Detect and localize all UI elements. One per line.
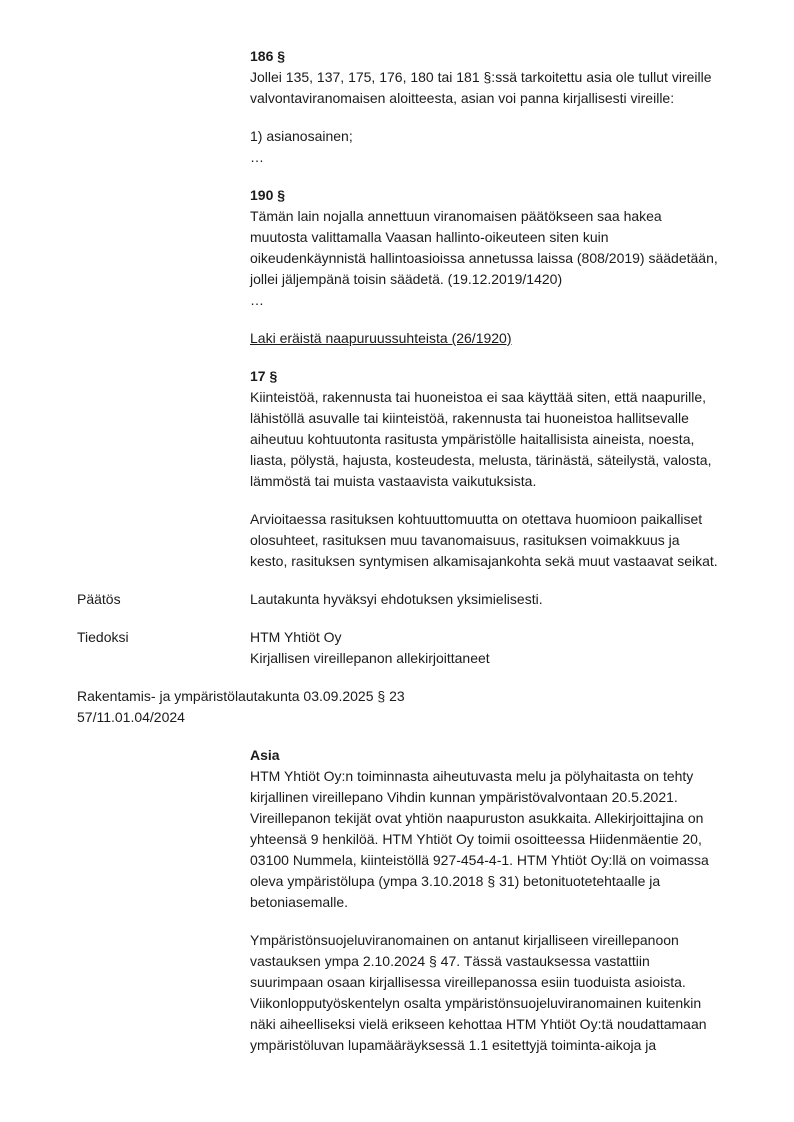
section-17-paragraph-2-row: [77, 509, 744, 572]
text-line: kesto, rasituksen syntymisen alkamisajankohta sekä muut vastaavat seikat.: [250, 553, 718, 569]
section-186-list: [250, 126, 744, 168]
section-17-paragraph-1: [250, 387, 744, 492]
text-line: Arvioitaessa rasituksen kohtuuttomuutta on otettava huomioon paikalliset: [250, 511, 703, 527]
text-line: Kiinteistöä, rakennusta tai huoneistoa ei saa käyttää siten, että naapurille,: [250, 389, 707, 405]
label-column-spacer: [77, 126, 250, 168]
law-reference-heading: Laki eräistä naapuruussuhteista (26/1920): [250, 330, 512, 346]
asia-paragraph-2: [250, 930, 744, 1056]
section-190-paragraph: [250, 206, 744, 311]
section-heading-186: 186 §: [250, 48, 286, 64]
decision-row: [77, 589, 744, 610]
text-line: aiheutuu kohtuutonta rasitusta ympäristölle haitallisista aineista, noesta,: [250, 431, 695, 447]
text-line: kirjallinen vireillepano Vihdin kunnan ympäristövalvontaan 20.5.2021.: [250, 789, 678, 805]
text-line: Kirjallisen vireillepanon allekirjoittaneet: [250, 650, 490, 666]
text-line: Viikonlopputyöskentelyn osalta ympäristönsuojeluviranomainen kuitenkin: [250, 995, 702, 1011]
text-line: suurimpaan osaan kirjallisessa vireillepanossa esiin tuoduista asioista.: [250, 974, 686, 990]
decision-text: Lautakunta hyväksyi ehdotuksen yksimielisesti.: [250, 591, 543, 607]
asia-paragraph-2-row: [77, 930, 744, 1056]
text-line: oikeudenkäynnistä hallintoasioissa annetussa laissa (808/2019) säädetään,: [250, 250, 718, 266]
label-column-spacer: [77, 930, 250, 1056]
label-column-spacer: [77, 328, 250, 349]
section-17-paragraph-2: [250, 509, 744, 572]
text-line: valvontaviranomaisen aloitteesta, asian voi panna kirjallisesti vireille:: [250, 90, 675, 106]
label-column-spacer: [77, 46, 250, 109]
text-line: HTM Yhtiöt Oy:n toiminnasta aiheutuvasta melu ja pölyhaitasta on tehty: [250, 768, 694, 784]
decision-label: Päätös: [77, 591, 121, 607]
text-line: Jollei 135, 137, 175, 176, 180 tai 181 §:ssä tarkoitettu asia ole tullut vireille: [250, 69, 712, 85]
text-line: oleva ympäristölupa (ympa 3.10.2018 § 31) betonituotetehtaalle ja: [250, 873, 661, 889]
text-line: lähistöllä asuvalle tai kiinteistöä, rakennusta tai huoneistoa hallitsevalle: [250, 410, 689, 426]
text-line: 03100 Nummela, kiinteistöllä 927-454-4-1. HTM Yhtiöt Oy:llä on voimassa: [250, 852, 709, 868]
text-line: betoniasemalle.: [250, 894, 349, 910]
text-line: 1) asianosainen;: [250, 128, 353, 144]
text-line: Ympäristönsuojeluviranomainen on antanut kirjalliseen vireillepanoon: [250, 932, 679, 948]
text-line: liasta, pölystä, hajusta, kosteudesta, melusta, tärinästä, säteilystä, valosta,: [250, 452, 712, 468]
text-line: olosuhteet, rasituksen muu tavanomaisuus, rasituksen voimakkuus ja: [250, 532, 680, 548]
committee-header-line: Rakentamis- ja ympäristölautakunta 03.09.2025 § 23: [77, 688, 405, 704]
text-line: ympäristöluvan lupamääräyksessä 1.1 esitettyjä toiminta-aikoja ja: [250, 1037, 657, 1053]
section-190: [77, 185, 744, 311]
text-line: jollei jäljempänä toisin säädetä. (19.12.2019/1420): [250, 271, 563, 287]
asia-paragraph-1: [250, 766, 744, 913]
section-heading-190: 190 §: [250, 187, 286, 203]
section-186: [77, 46, 744, 109]
law-reference: [77, 328, 744, 349]
section-17: [77, 366, 744, 492]
label-column-spacer: [77, 185, 250, 311]
section-186-paragraph: [250, 67, 744, 109]
text-line: Vireillepanon tekijät ovat yhtiön naapuruston asukkaita. Allekirjoittajina on: [250, 810, 704, 826]
notify-recipients: [250, 627, 744, 669]
text-line: …: [250, 149, 264, 165]
asia-heading: Asia: [250, 747, 280, 763]
section-heading-17: 17 §: [250, 368, 278, 384]
label-column-spacer: [77, 509, 250, 572]
text-line: Tämän lain nojalla annettuun viranomaisen päätökseen saa hakea: [250, 208, 662, 224]
label-column-spacer: [77, 366, 250, 492]
label-column-spacer: [77, 745, 250, 913]
notify-label: Tiedoksi: [77, 629, 129, 645]
text-line: näki aiheelliseksi vielä erikseen kehottaa HTM Yhtiöt Oy:tä noudattamaan: [250, 1016, 707, 1032]
text-line: yhteensä 9 henkilöä. HTM Yhtiöt Oy toimii osoitteessa Hiidenmäentie 20,: [250, 831, 702, 847]
text-line: muutosta valittamalla Vaasan hallinto-oikeuteen siten kuin: [250, 229, 609, 245]
notify-row: [77, 627, 744, 669]
text-line: lämmöstä tai muista vastaavista vaikutuksista.: [250, 473, 537, 489]
case-number: 57/11.01.04/2024: [77, 709, 185, 725]
asia-section: [77, 745, 744, 913]
text-line: HTM Yhtiöt Oy: [250, 629, 342, 645]
text-line: …: [250, 292, 264, 308]
text-line: vastauksen ympa 2.10.2024 § 47. Tässä vastauksessa vastattiin: [250, 953, 650, 969]
section-186-items: [77, 126, 744, 168]
committee-header: [77, 686, 744, 728]
